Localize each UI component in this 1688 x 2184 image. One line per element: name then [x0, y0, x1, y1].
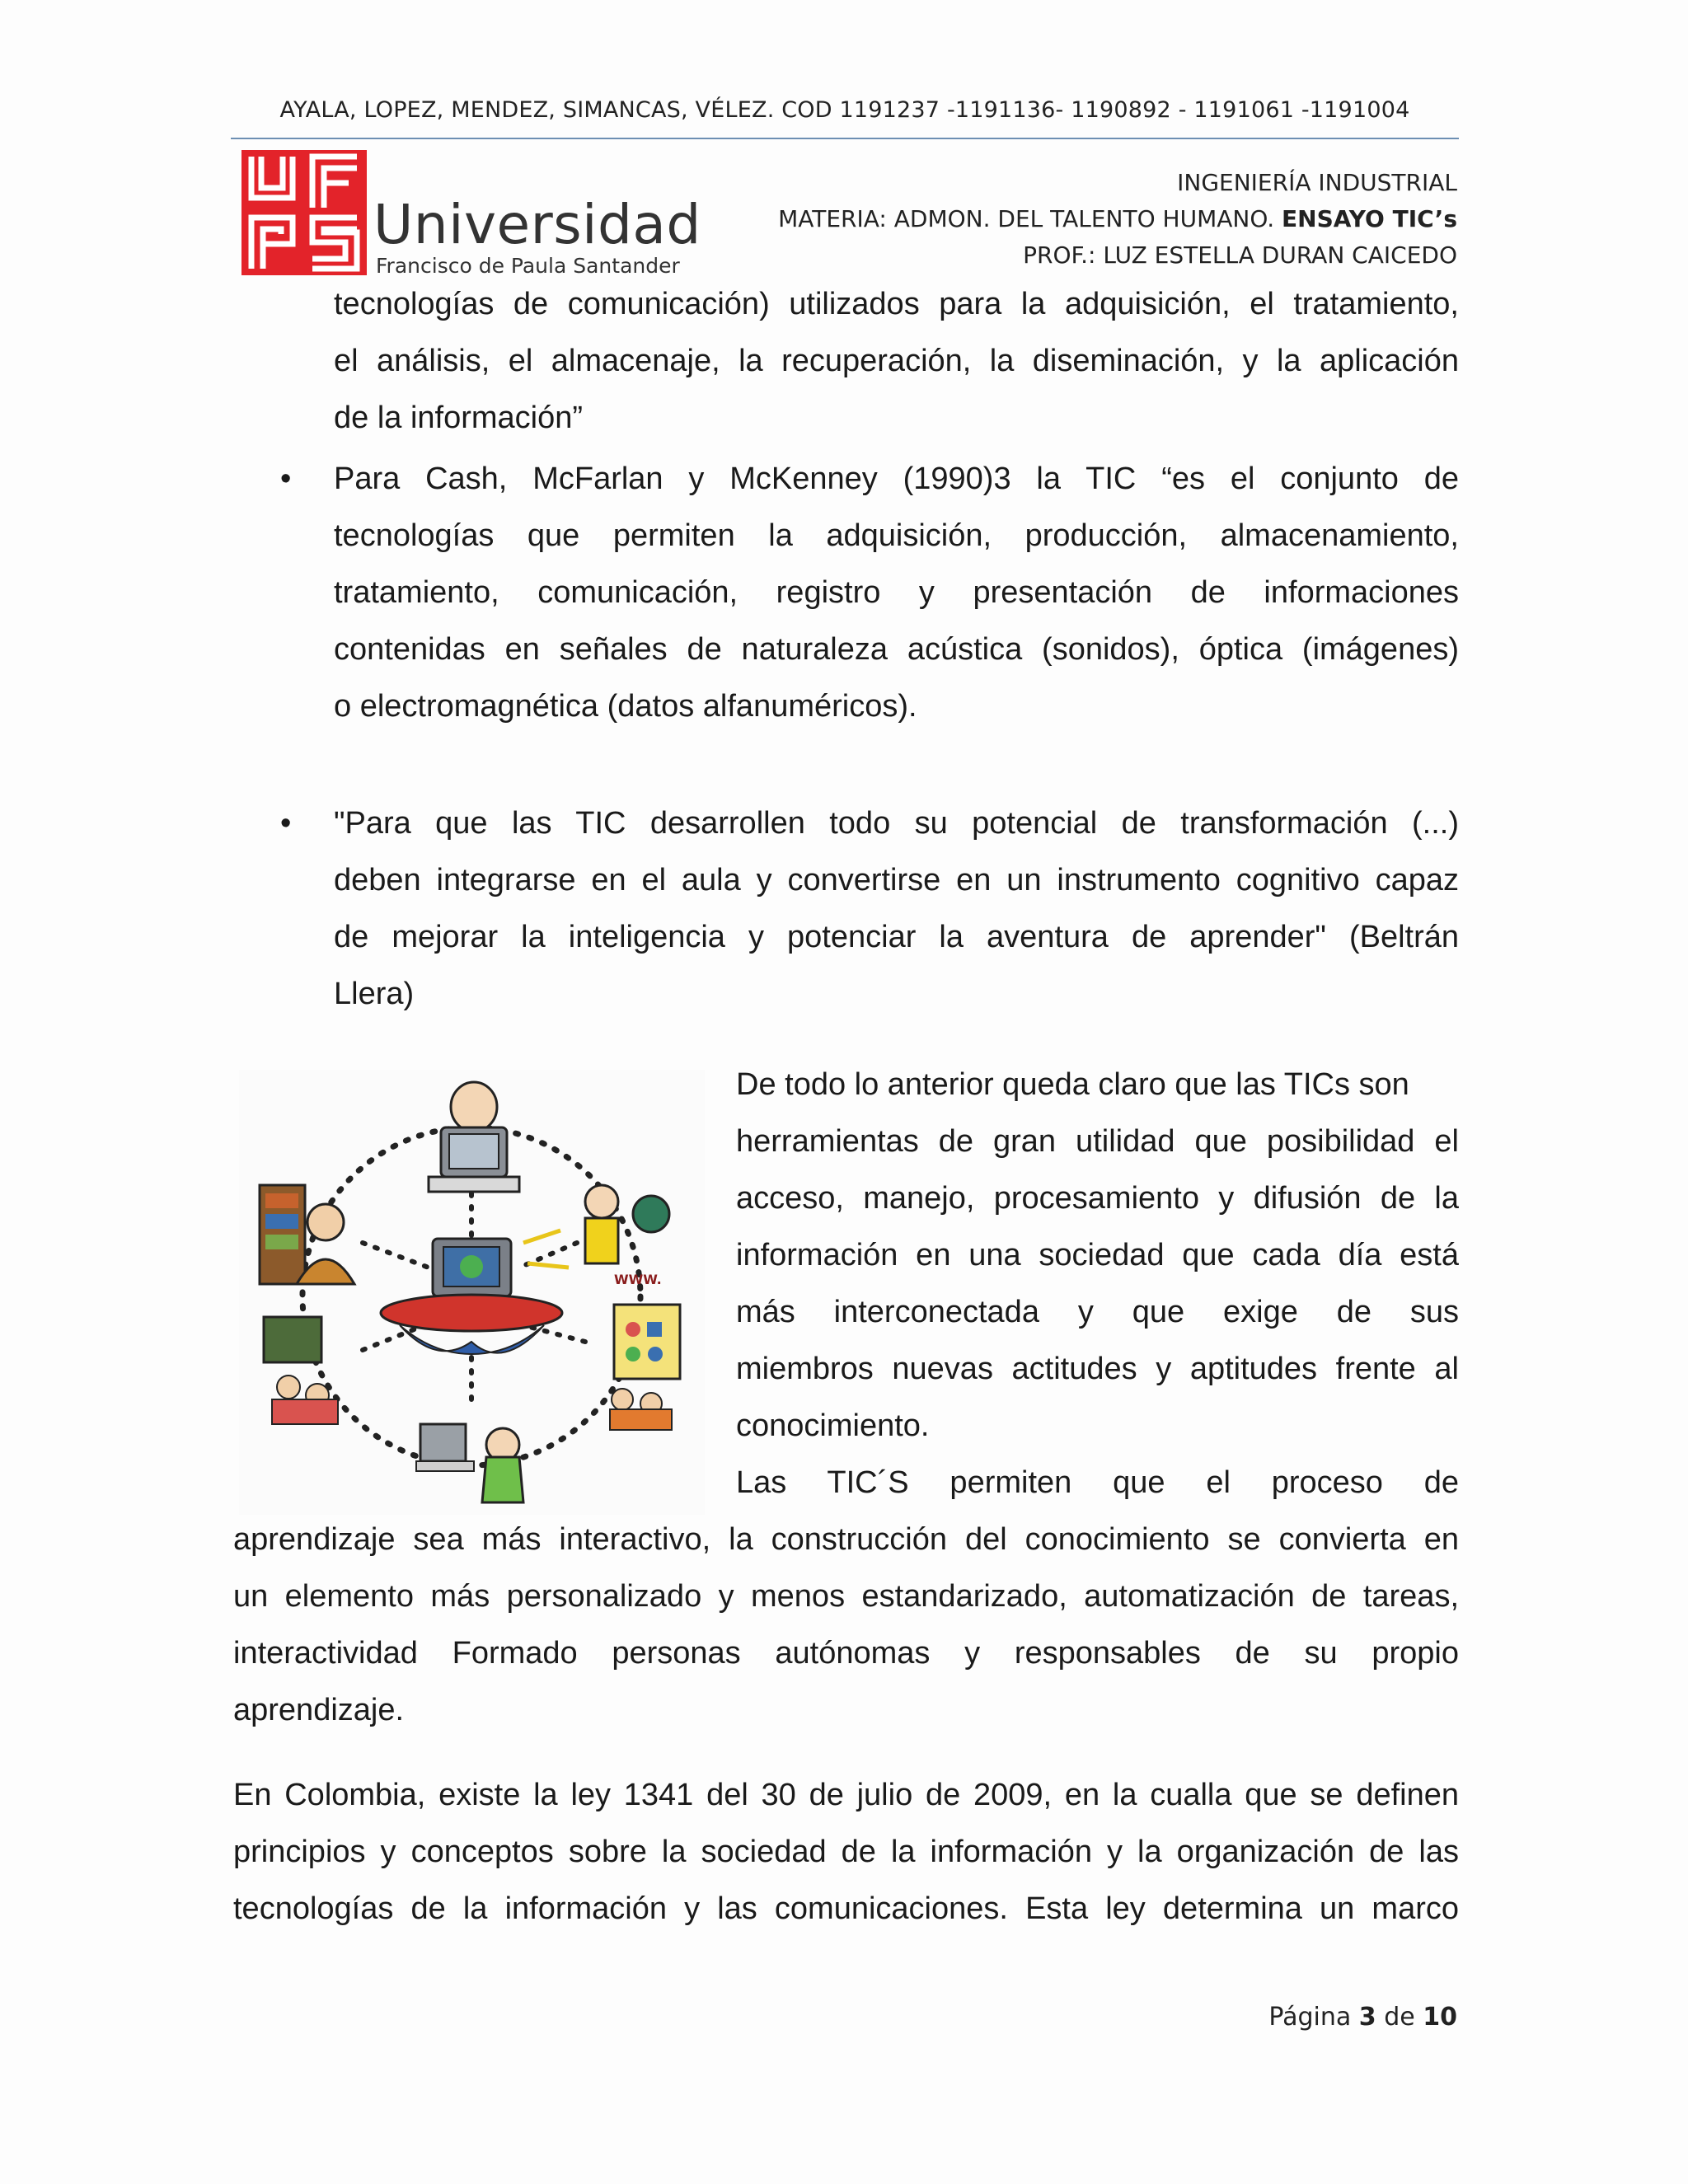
text-line: deben integrarse en el aula y convertirse en un instrumento cognitivo capaz — [334, 863, 1459, 898]
text-line: aprendizaje sea más interactivo, la construcción del conocimiento se convierta en — [233, 1522, 1459, 1557]
text-line: principios y conceptos sobre la sociedad de la información y la organización de las — [233, 1835, 1459, 1869]
text-line: tecnologías de comunicación) utilizados para la adquisición, el tratamiento, — [334, 287, 1459, 321]
bullet-item-beltran — [334, 795, 1459, 1023]
colombia-law-paragraph — [233, 1767, 1459, 1938]
text-line: tecnologías de la información y las comunicaciones. Esta ley determina un marco — [233, 1891, 1459, 1926]
text-line: contenidas en señales de naturaleza acústica (sonidos), óptica (imágenes) — [334, 632, 1459, 667]
university-logo — [241, 148, 701, 280]
text-line: tecnologías que permiten la adquisición, producción, almacenamiento, — [334, 518, 1459, 553]
text-line: conocimiento. — [736, 1408, 930, 1443]
text-line: Las TIC´S permiten que el proceso de — [736, 1465, 1459, 1500]
text-line: En Colombia, existe la ley 1341 del 30 de julio de 2009, en la cualla que se definen — [233, 1778, 1459, 1812]
text-line: acceso, manejo, procesamiento y difusión de la — [736, 1181, 1459, 1216]
current-page: 3 — [1358, 2003, 1376, 2032]
text-line: el análisis, el almacenaje, la recuperación, la diseminación, y la aplicación — [334, 344, 1459, 378]
text-line: Llera) — [334, 977, 415, 1011]
page-of: de — [1384, 2003, 1415, 2032]
program-name: INGENIERÍA INDUSTRIAL — [1177, 169, 1457, 196]
tic-network-illustration — [239, 1070, 705, 1515]
text-line: de la información” — [334, 401, 584, 435]
page-number — [1268, 2003, 1457, 2032]
running-head: AYALA, LOPEZ, MENDEZ, SIMANCAS, VÉLEZ. COD 1191237 -1191136- 1190892 - 1191061 -1191004 — [279, 97, 1410, 123]
bullet-marker: • — [280, 806, 292, 841]
text-line: "Para que las TIC desarrollen todo su potencial de transformación (...) — [334, 806, 1459, 841]
course-info — [778, 165, 1457, 274]
logo-subtitle: Francisco de Paula Santander — [376, 254, 680, 278]
text-line: o electromagnética (datos alfanuméricos). — [334, 689, 917, 724]
text-line: interactividad Formado personas autónomas y responsables de su propio — [233, 1636, 1459, 1671]
learning-paragraph — [233, 1511, 1459, 1739]
text-line: aprendizaje. — [233, 1693, 405, 1727]
bullet-marker: • — [280, 462, 292, 496]
text-line: Para Cash, McFarlan y McKenney (1990)3 la TIC “es el conjunto de — [334, 462, 1459, 496]
header-rule — [231, 138, 1459, 139]
text-line: De todo lo anterior queda claro que las TICs son — [736, 1067, 1409, 1102]
text-line: información en una sociedad que cada día está — [736, 1238, 1459, 1272]
course-line — [778, 201, 1457, 237]
text-line: herramientas de gran utilidad que posibilidad el — [736, 1124, 1459, 1159]
bullet-item-cash-mcfarlan — [334, 451, 1459, 735]
figure-shapes-board — [610, 1305, 680, 1430]
conclusion-paragraph — [736, 1057, 1459, 1511]
text-line: de mejorar la inteligencia y potenciar la aventura de aprender" (Beltrán — [334, 920, 1459, 954]
text-line: tratamiento, comunicación, registro y presentación de informaciones — [334, 575, 1459, 610]
text-line: miembros nuevas actitudes y aptitudes frente al — [736, 1352, 1459, 1386]
www-label: WWW. — [614, 1272, 662, 1287]
logo-wordmark: Universidad — [373, 193, 701, 256]
continuation-paragraph — [334, 276, 1459, 447]
page-prefix: Página — [1268, 2003, 1352, 2032]
total-pages: 10 — [1423, 2003, 1457, 2032]
materia-label: MATERIA: ADMON. DEL TALENTO HUMANO. — [778, 205, 1275, 232]
ufps-logo-icon — [241, 150, 367, 275]
text-line: más interconectada y que exige de sus — [736, 1295, 1459, 1329]
text-line: un elemento más personalizado y menos estandarizado, automatización de tareas, — [233, 1579, 1459, 1614]
professor-line: PROF.: LUZ ESTELLA DURAN CAICEDO — [1023, 241, 1457, 269]
essay-title: ENSAYO TIC’s — [1282, 205, 1457, 232]
